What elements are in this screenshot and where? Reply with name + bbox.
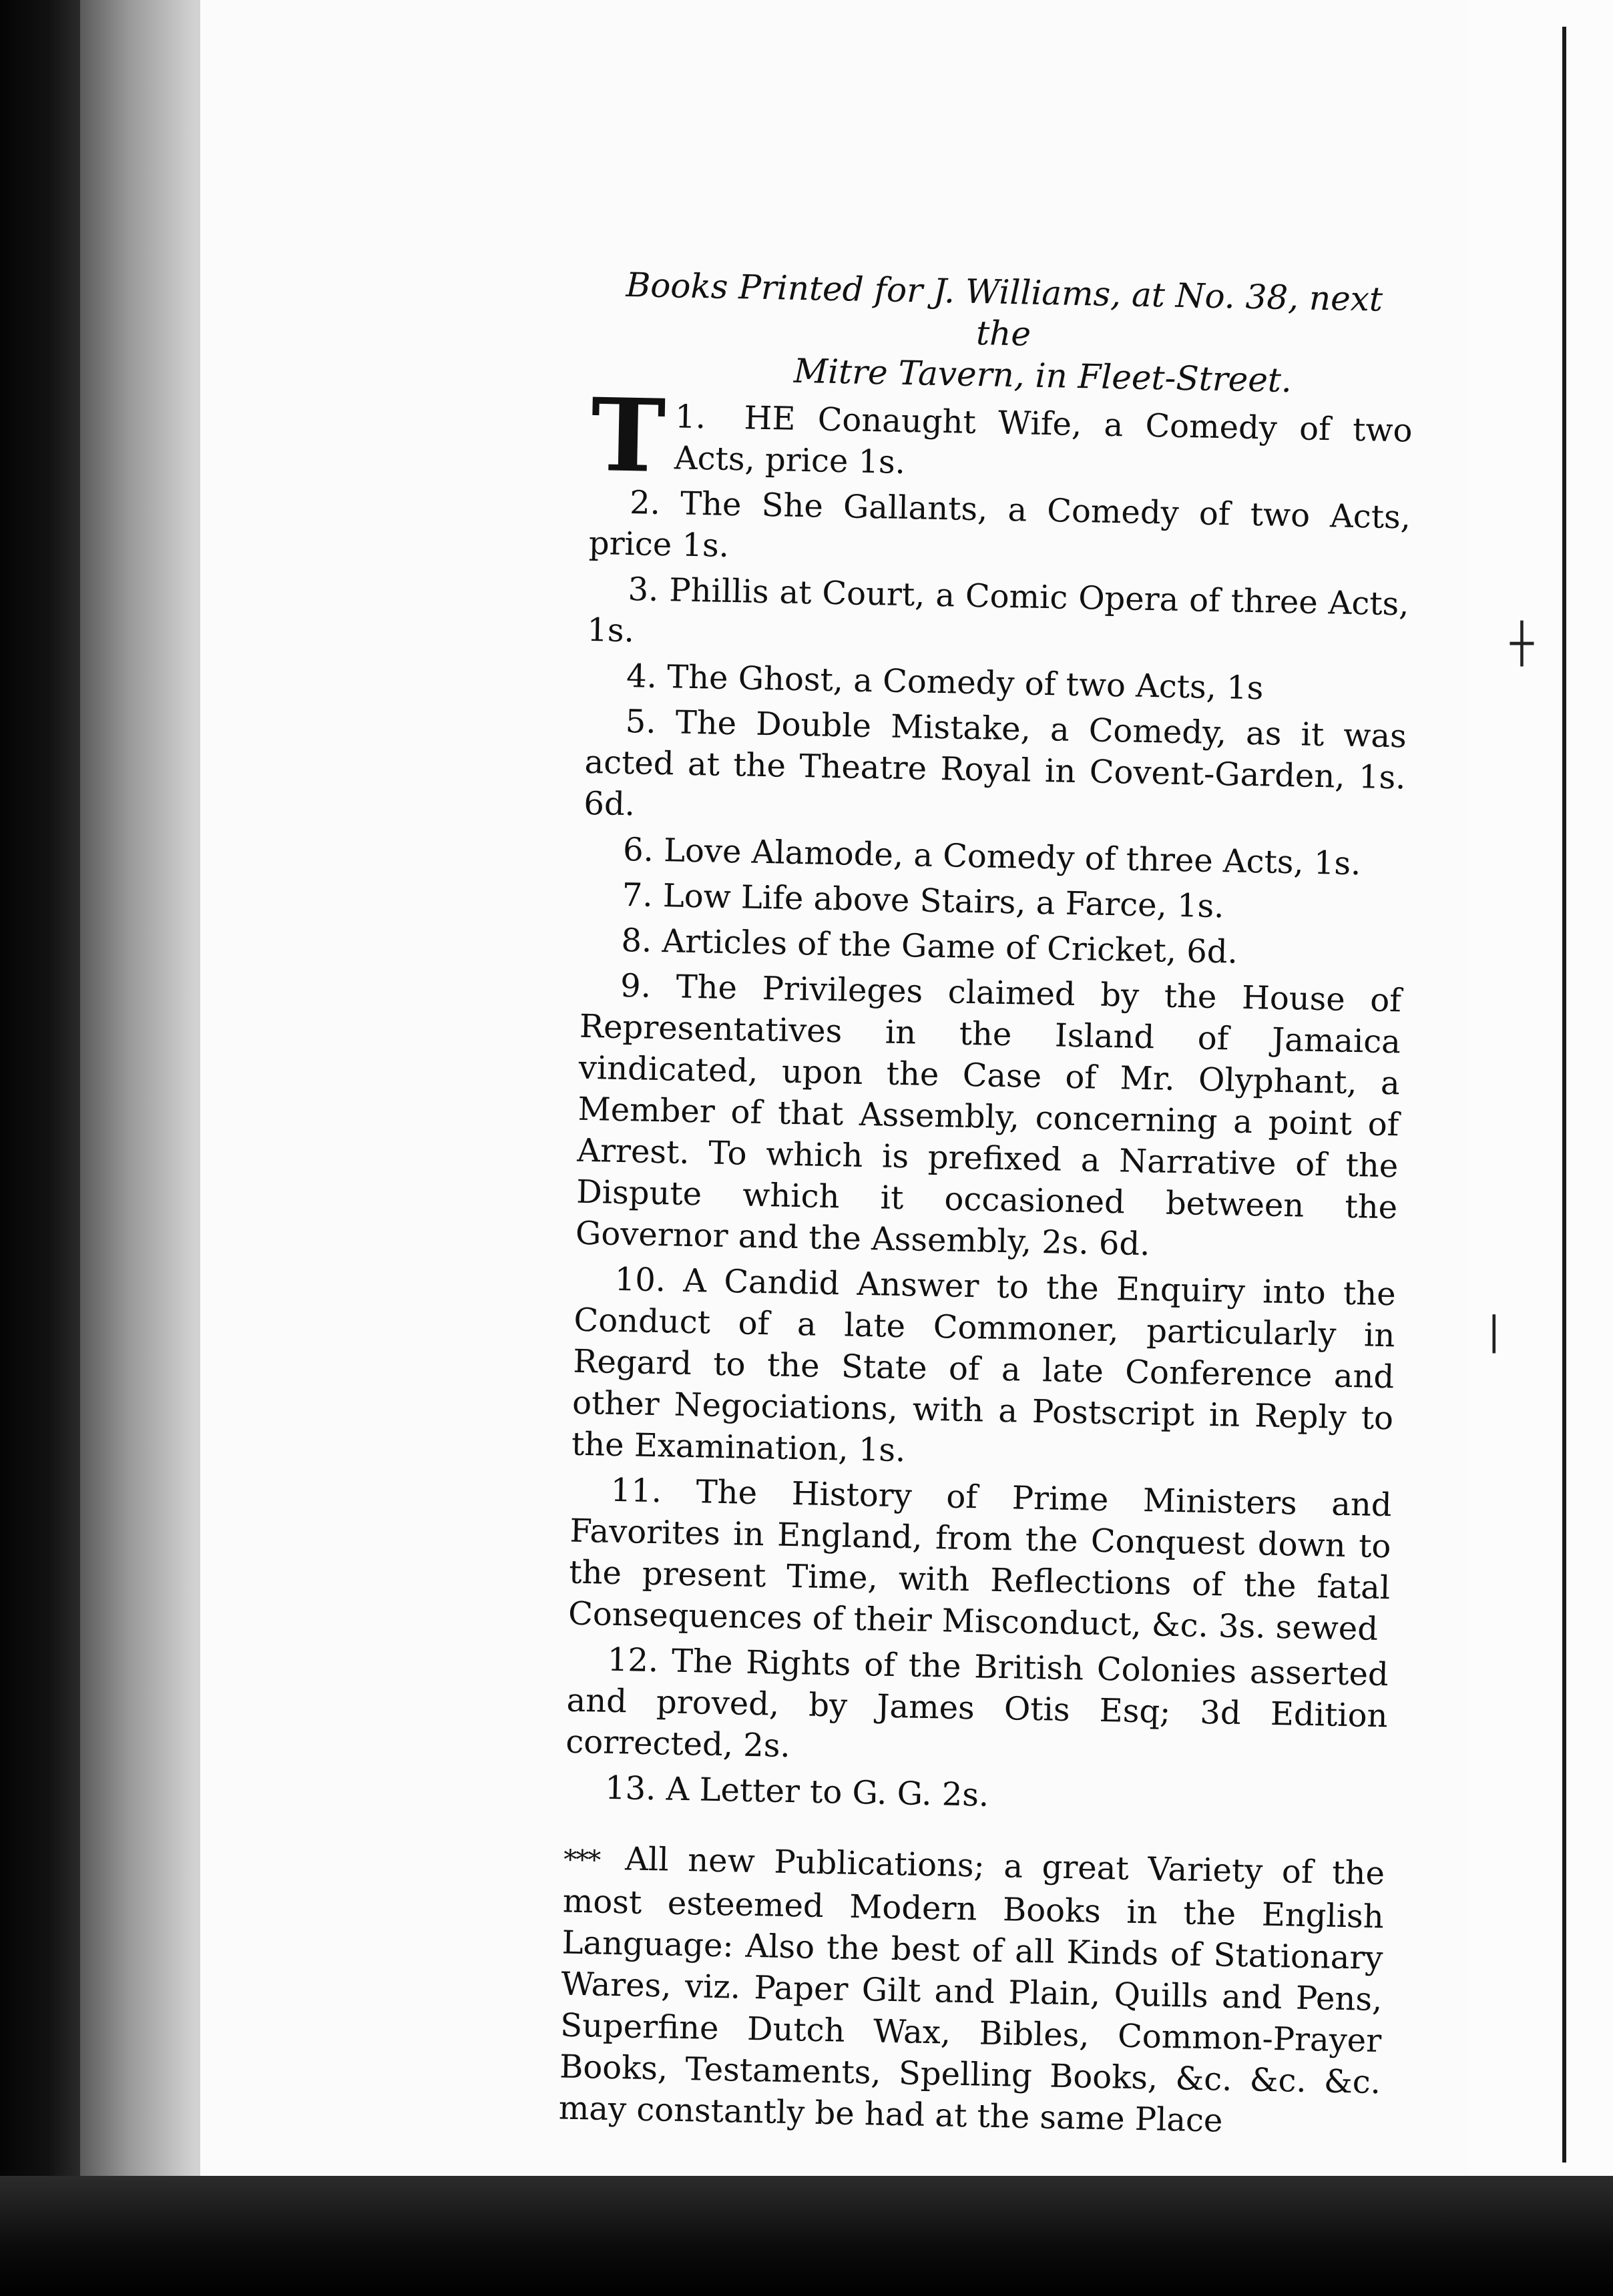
item-number: 1. [674, 398, 706, 437]
item-number: 7. [622, 876, 654, 914]
item-text: The Double Mistake, a Comedy, as it was acted at the Theatre Royal in Covent-Garden, 1s. 6d. [583, 703, 1407, 824]
asterism-marker: *** [563, 1844, 616, 1877]
item-number: 3. [628, 571, 659, 609]
list-item [588, 481, 1411, 580]
item-number: 4. [626, 657, 658, 695]
book-list [565, 481, 1411, 1823]
list-item [590, 376, 1413, 496]
item-text: The Ghost, a Comedy of two Acts, 1s [666, 658, 1264, 707]
item-text: The Privileges claimed by the House of Representatives in the Island of Jamaica vindicated, upon the Case of Mr. Olyphant, a Member of that Assembly, concerning a point of Arrest. To which is prefixed a Narrative of the Dispute which it occasioned between the Governor and the Assembly, 2s. 6d. [575, 968, 1402, 1263]
drop-cap: T [590, 376, 667, 496]
item-text: Phillis at Court, a Comic Opera of three Acts, 1s. [586, 571, 1409, 650]
header-line-1: Books Printed for J. Williams, at No. 38, next the [625, 265, 1383, 354]
item-number: 11. [610, 1471, 662, 1510]
page-header [592, 264, 1415, 404]
right-edge-rule [1562, 27, 1566, 2163]
bottom-shadow [0, 2176, 1613, 2296]
margin-tick-mark: | [1487, 1308, 1501, 1354]
item-text: The She Gallants, a Comedy of two Acts, price 1s. [588, 485, 1411, 565]
list-item [568, 1469, 1393, 1651]
item-number: 13. [604, 1769, 657, 1808]
header-line-2: Mitre Tavern, in Fleet-Street. [793, 351, 1293, 400]
item-text: A Letter to G. G. 2s. [666, 1770, 989, 1814]
item-number: 10. [614, 1260, 666, 1300]
margin-tick-mark: ┼ [1510, 621, 1534, 666]
item-number: 5. [625, 703, 657, 741]
item-text: Articles of the Game of Cricket, 6d. [662, 922, 1238, 971]
item-number: 8. [621, 921, 652, 960]
notice-paragraph [558, 1837, 1385, 2145]
item-text: Love Alamode, a Comedy of three Acts, 1s. [663, 832, 1361, 883]
page-binding-shadow [0, 0, 80, 2296]
list-item [571, 1258, 1396, 1481]
item-text: Low Life above Stairs, a Farce, 1s. [662, 877, 1225, 926]
item-text: A Candid Answer to the Enquiry into the Conduct of a late Commoner, particularly in Regard to the State of a late Conference and other Negociations, with a Postscript in Reply to the Examination, 1s. [571, 1261, 1397, 1470]
item-text: The Rights of the British Colonies asserted and proved, by James Otis Esq; 3d Edition corrected, 2s. [565, 1642, 1389, 1765]
list-item [565, 1639, 1389, 1779]
item-number: 12. [607, 1641, 659, 1680]
right-margin-strip [1469, 0, 1613, 2296]
notice-text: All new Publications; a great Variety of the most esteemed Modern Books in the English Language: Also the best of all Kinds of Stationary Wares, viz. Paper Gilt and Plain, Quills and Pens, Superfine Dutch Wax, Bibles, Common-Prayer Books, Testaments, Spelling Books, &c. &c. &c. may constantly be had at the same Place [558, 1840, 1385, 2140]
item-text: HE Conaught Wife, a Comedy of two Acts, price 1s. [674, 399, 1413, 481]
item-text: The History of Prime Ministers and Favorites in England, from the Conquest down to the present Time, with Reflections of the fatal Consequences of their Misconduct, &c. 3s. sewed [567, 1473, 1393, 1648]
item-number: 9. [620, 966, 652, 1005]
list-item [575, 964, 1402, 1270]
list-item [584, 700, 1407, 840]
advertisement-page [557, 264, 1415, 2177]
item-number: 2. [629, 484, 661, 522]
item-number: 6. [622, 830, 654, 869]
list-item [587, 568, 1409, 667]
